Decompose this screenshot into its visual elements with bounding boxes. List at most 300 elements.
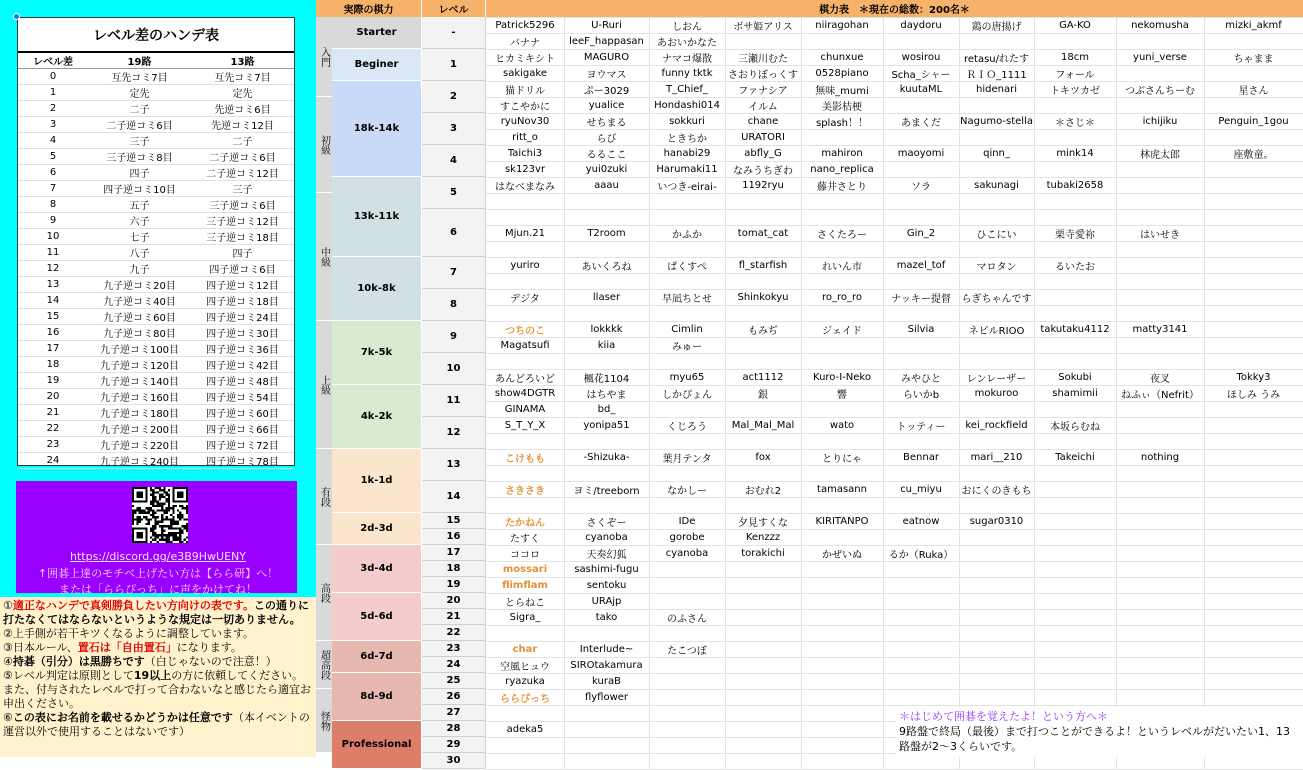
player-name-cell[interactable]: 夕見すくな (738, 517, 788, 529)
player-name-cell[interactable]: 早凪ちとせ (662, 293, 712, 305)
handicap-13ro-cell[interactable]: 三子 (191, 181, 294, 197)
player-name-cell[interactable]: yonipa51 (583, 419, 630, 431)
player-name-cell[interactable]: Shinkokyu (737, 291, 789, 303)
player-name-cell[interactable]: ひこにい (976, 229, 1017, 241)
level-diff-cell[interactable]: 1 (18, 85, 88, 101)
handicap-13ro-cell[interactable]: 二子 (191, 133, 294, 149)
level-diff-cell[interactable]: 13 (18, 277, 88, 293)
handicap-13ro-cell[interactable]: 定先 (191, 85, 294, 101)
player-name-cell[interactable]: tomat_cat (737, 227, 789, 239)
player-name-cell[interactable]: レンレーザー (966, 373, 1027, 385)
level-cell[interactable]: 23 (422, 641, 486, 657)
player-name-cell[interactable]: トッティー (896, 421, 946, 433)
player-name-cell[interactable]: Harumaki11 (656, 163, 718, 175)
handicap-13ro-cell[interactable]: 四子逆コミ30目 (191, 325, 294, 341)
level-cell[interactable]: 1 (422, 49, 486, 81)
player-name-cell[interactable]: あいくろね (581, 261, 632, 273)
player-name-cell[interactable]: sokkuri (669, 115, 705, 127)
level-cell[interactable]: 11 (422, 385, 486, 417)
player-name-cell[interactable]: はなべまなみ (495, 181, 555, 193)
handicap-13ro-cell[interactable]: 四子逆コミ48目 (191, 373, 294, 389)
level-diff-cell[interactable]: 19 (18, 373, 88, 389)
player-name-cell[interactable]: sentoku (586, 579, 627, 591)
player-name-cell[interactable]: matty3141 (1132, 323, 1188, 335)
player-name-cell[interactable]: SIROtakamura (570, 659, 643, 671)
player-name-cell[interactable]: はちやま (586, 389, 627, 401)
player-name-cell[interactable]: Penguin_1gou (1218, 115, 1289, 127)
player-name-cell[interactable]: イルム (748, 101, 778, 113)
player-name-cell[interactable]: aaau (594, 179, 619, 191)
player-name-cell[interactable]: 夜叉 (1150, 373, 1170, 385)
player-name-cell[interactable]: mari__210 (970, 451, 1023, 463)
handicap-19ro-cell[interactable]: 互先コミ7目 (88, 69, 191, 85)
handicap-13ro-cell[interactable]: 四子逆コミ78目 (191, 453, 294, 469)
player-name-cell[interactable]: URATORI (741, 131, 785, 143)
player-name-cell[interactable]: 猫ドリル (505, 85, 545, 97)
level-cell[interactable]: 29 (422, 737, 486, 753)
player-name-cell[interactable]: niiragohan (815, 19, 869, 31)
level-diff-cell[interactable]: 22 (18, 421, 88, 437)
player-name-cell[interactable]: mazel_tof (896, 259, 946, 271)
player-name-cell[interactable]: ココロ (510, 549, 540, 561)
player-name-cell[interactable]: ichijiku (1142, 115, 1178, 127)
handicap-13ro-cell[interactable]: 四子逆コミ24目 (191, 309, 294, 325)
player-name-cell[interactable]: みやひと (901, 373, 941, 385)
player-name-cell[interactable]: yui0zuki (585, 163, 628, 175)
player-name-cell[interactable]: しかぴょん (662, 389, 712, 401)
level-diff-cell[interactable]: 24 (18, 453, 88, 469)
handicap-13ro-cell[interactable]: 四子逆コミ66目 (191, 421, 294, 437)
player-name-cell[interactable]: すこやかに (500, 101, 550, 113)
player-name-cell[interactable]: Kenzzz (745, 531, 781, 543)
handicap-19ro-cell[interactable]: 六子 (88, 213, 191, 229)
player-name-cell[interactable]: leeF_happasan (569, 35, 644, 47)
level-cell[interactable]: 16 (422, 529, 486, 545)
player-name-cell[interactable]: 18cm (1061, 51, 1089, 63)
player-name-cell[interactable]: flimflam (502, 579, 548, 591)
level-diff-cell[interactable]: 6 (18, 165, 88, 181)
player-name-cell[interactable]: ファナシア (738, 85, 788, 97)
level-diff-cell[interactable]: 20 (18, 389, 88, 405)
player-name-cell[interactable]: 葉月テンタ (662, 453, 712, 465)
player-name-cell[interactable]: 楓花1104 (583, 373, 630, 385)
player-name-cell[interactable]: Bennar (903, 451, 939, 463)
player-name-cell[interactable]: nano_replica (810, 163, 874, 175)
handicap-13ro-cell[interactable]: 三子逆コミ18目 (191, 229, 294, 245)
player-name-cell[interactable]: chane (747, 115, 779, 127)
player-name-cell[interactable]: KIRITANPO (815, 515, 869, 527)
player-name-cell[interactable]: 座敷童。 (1233, 149, 1274, 161)
handicap-19ro-cell[interactable]: 三子 (88, 133, 191, 149)
strength-label[interactable]: 7k-5k (332, 321, 422, 385)
level-diff-cell[interactable]: 11 (18, 245, 88, 261)
player-name-cell[interactable]: Scha_シャー (891, 69, 951, 81)
player-name-cell[interactable]: たかねん (505, 517, 545, 529)
player-name-cell[interactable]: ナマコ爆散 (662, 53, 712, 65)
level-diff-cell[interactable]: 16 (18, 325, 88, 341)
handicap-19ro-cell[interactable]: 九子逆コミ240目 (88, 453, 191, 469)
player-name-cell[interactable]: fox (755, 451, 771, 463)
player-name-cell[interactable]: 響 (837, 389, 847, 401)
level-diff-cell[interactable]: 21 (18, 405, 88, 421)
player-name-cell[interactable]: Tokky3 (1236, 371, 1271, 383)
level-cell[interactable]: 24 (422, 657, 486, 673)
player-name-cell[interactable]: funny tktk (661, 67, 713, 79)
player-name-cell[interactable]: るいたお (1055, 261, 1095, 273)
header-table[interactable]: 棋力表 ＊現在の総数：200名＊ (486, 0, 1303, 17)
player-name-cell[interactable]: -Shizuka- (583, 451, 630, 463)
level-cell[interactable]: 18 (422, 561, 486, 577)
player-name-cell[interactable]: act1112 (742, 371, 784, 383)
player-name-cell[interactable]: cu_miyu (900, 483, 942, 495)
handicap-19ro-cell[interactable]: 二子 (88, 101, 191, 117)
level-diff-cell[interactable]: 9 (18, 213, 88, 229)
player-name-cell[interactable]: たこつぼ (667, 645, 707, 657)
player-name-cell[interactable]: つちのこ (505, 325, 545, 337)
player-name-cell[interactable]: Interlude~ (579, 643, 634, 655)
player-name-cell[interactable]: MAGURO (583, 51, 630, 63)
player-name-cell[interactable]: fl_starfish (738, 259, 788, 271)
level-cell[interactable]: 20 (422, 593, 486, 609)
player-name-cell[interactable]: ro_ro_ro (821, 291, 863, 303)
player-name-cell[interactable]: nekomusha (1131, 19, 1189, 31)
player-name-cell[interactable]: 星さん (1238, 85, 1269, 97)
player-name-cell[interactable]: とりにゃ (822, 453, 862, 465)
handicap-19ro-cell[interactable]: 九子逆コミ200目 (88, 421, 191, 437)
player-name-cell[interactable]: daydoru (900, 19, 942, 31)
player-name-cell[interactable]: myu65 (669, 371, 705, 383)
level-cell[interactable]: 17 (422, 545, 486, 561)
player-name-cell[interactable]: T2room (587, 227, 626, 239)
player-name-cell[interactable]: らいかb (902, 389, 940, 401)
player-name-cell[interactable]: さきさき (505, 485, 545, 497)
level-diff-cell[interactable]: 14 (18, 293, 88, 309)
player-name-cell[interactable]: かぜいぬ (822, 549, 862, 561)
player-name-cell[interactable]: mossari (502, 563, 548, 575)
header-19ro[interactable]: 19路 (88, 52, 191, 69)
player-name-cell[interactable]: トキツカゼ (1050, 85, 1100, 97)
level-diff-cell[interactable]: 2 (18, 101, 88, 117)
player-name-cell[interactable]: S_T_Y_X (504, 419, 546, 431)
player-name-cell[interactable]: GA-KO (1059, 19, 1091, 31)
handicap-13ro-cell[interactable]: 四子逆コミ42目 (191, 357, 294, 373)
player-name-cell[interactable]: デジタ (510, 293, 540, 305)
player-name-cell[interactable]: Nagumo-stella (960, 115, 1033, 127)
handicap-13ro-cell[interactable]: 三子逆コミ12目 (191, 213, 294, 229)
handicap-19ro-cell[interactable]: 七子 (88, 229, 191, 245)
player-name-cell[interactable]: eatnow (902, 515, 940, 527)
level-diff-cell[interactable]: 4 (18, 133, 88, 149)
player-name-cell[interactable]: せちまる (586, 117, 627, 129)
player-name-cell[interactable]: tako (595, 611, 618, 623)
player-name-cell[interactable]: sakunagi (974, 179, 1019, 191)
player-name-cell[interactable]: Mal_Mal_Mal (731, 419, 795, 431)
handicap-13ro-cell[interactable]: 先逆コミ12目 (191, 117, 294, 133)
player-name-cell[interactable]: T_Chief_ (666, 83, 708, 95)
selection-handle[interactable] (13, 13, 20, 20)
player-name-cell[interactable]: 0528piano (815, 67, 869, 79)
player-name-cell[interactable]: adeka5 (506, 723, 544, 735)
player-name-cell[interactable]: wosirou (901, 51, 941, 63)
player-name-cell[interactable]: U-Ruri (591, 19, 622, 31)
level-cell[interactable]: 8 (422, 289, 486, 321)
player-name-cell[interactable]: さくたろー (817, 229, 867, 241)
level-cell[interactable]: 9 (422, 321, 486, 353)
handicap-13ro-cell[interactable]: 四子 (191, 245, 294, 261)
handicap-13ro-cell[interactable]: 四子逆コミ72目 (191, 437, 294, 453)
handicap-13ro-cell[interactable]: 四子逆コミ18目 (191, 293, 294, 309)
level-diff-cell[interactable]: 5 (18, 149, 88, 165)
player-name-cell[interactable]: つぶさんちーむ (1125, 85, 1195, 97)
player-name-cell[interactable]: kiia (597, 339, 616, 351)
level-cell[interactable]: 26 (422, 689, 486, 705)
player-name-cell[interactable]: Mjun.21 (505, 227, 545, 239)
player-name-cell[interactable]: ヨミ/treeborn (573, 485, 640, 497)
player-name-cell[interactable]: ryazuka (505, 675, 545, 687)
player-name-cell[interactable]: らぎちゃんです (961, 293, 1032, 305)
level-cell[interactable]: 30 (422, 753, 486, 769)
player-name-cell[interactable]: Kuro-I-Neko (813, 371, 871, 383)
strength-label[interactable]: 10k-8k (332, 257, 422, 321)
player-name-cell[interactable]: flyflower (584, 691, 629, 703)
handicap-19ro-cell[interactable]: 九子逆コミ160目 (88, 389, 191, 405)
player-name-cell[interactable]: char (512, 643, 538, 655)
player-name-cell[interactable]: GINAMA (504, 403, 546, 415)
player-name-cell[interactable]: lokkkk (590, 323, 623, 335)
player-name-cell[interactable]: ねふぃ（Nefrit） (1121, 389, 1199, 401)
player-name-cell[interactable]: bd_ (597, 403, 616, 415)
header-level[interactable]: レベル (422, 0, 486, 17)
level-diff-cell[interactable]: 12 (18, 261, 88, 277)
player-name-cell[interactable]: 本坂らむね (1050, 421, 1100, 433)
player-name-cell[interactable]: ちゃまま (1233, 53, 1274, 65)
handicap-19ro-cell[interactable]: 定先 (88, 85, 191, 101)
player-name-cell[interactable]: 林虎太郎 (1140, 149, 1180, 161)
strength-label[interactable]: 13k-11k (332, 177, 422, 257)
player-name-cell[interactable]: nothing (1140, 451, 1180, 463)
player-name-cell[interactable]: sakigake (503, 67, 547, 79)
player-name-cell[interactable]: 藤井さとり (817, 181, 867, 193)
handicap-19ro-cell[interactable]: 九子逆コミ20目 (88, 277, 191, 293)
player-name-cell[interactable]: show4DGTR (494, 387, 556, 399)
header-13ro[interactable]: 13路 (191, 52, 294, 69)
player-name-cell[interactable]: Taichi3 (507, 147, 543, 159)
handicap-13ro-cell[interactable]: 互先コミ7目 (191, 69, 294, 85)
player-name-cell[interactable]: mink14 (1056, 147, 1094, 159)
player-name-cell[interactable]: mokuroo (974, 387, 1019, 399)
player-name-cell[interactable]: 空風ヒュウ (500, 661, 550, 673)
player-name-cell[interactable]: kuutaML (899, 83, 943, 95)
player-name-cell[interactable]: tubaki2658 (1046, 179, 1104, 191)
player-name-cell[interactable]: バナナ (510, 37, 540, 49)
header-level-diff[interactable]: レベル差 (18, 52, 88, 69)
player-name-cell[interactable]: あおいかなた (657, 37, 717, 49)
player-name-cell[interactable]: 鶏の唐揚げ (971, 21, 1022, 33)
header-strength[interactable]: 実際の棋力 (316, 0, 422, 17)
player-name-cell[interactable]: ヨウマス (586, 69, 627, 81)
handicap-19ro-cell[interactable]: 九子逆コミ120目 (88, 357, 191, 373)
level-diff-cell[interactable]: 23 (18, 437, 88, 453)
player-name-cell[interactable]: るるここ (586, 149, 627, 161)
player-name-cell[interactable]: あんどろいど (495, 373, 555, 385)
strength-label[interactable]: Beginer (332, 49, 422, 81)
player-name-cell[interactable]: sashimi-fugu (574, 563, 639, 575)
level-cell[interactable]: 12 (422, 417, 486, 449)
player-name-cell[interactable]: 三瀬川むた (738, 53, 788, 65)
player-name-cell[interactable]: cyanoba (665, 547, 709, 559)
handicap-19ro-cell[interactable]: 九子逆コミ220目 (88, 437, 191, 453)
player-name-cell[interactable]: れいん市 (822, 261, 862, 273)
player-name-cell[interactable]: ryuNov30 (500, 115, 550, 127)
level-diff-cell[interactable]: 18 (18, 357, 88, 373)
player-name-cell[interactable]: yuriro (510, 259, 540, 271)
level-cell[interactable]: 3 (422, 113, 486, 145)
handicap-19ro-cell[interactable]: 八子 (88, 245, 191, 261)
player-name-cell[interactable]: Takeichi (1055, 451, 1095, 463)
player-name-cell[interactable]: abfly_G (744, 147, 782, 159)
handicap-19ro-cell[interactable]: 九子逆コミ100目 (88, 341, 191, 357)
player-name-cell[interactable]: wato (829, 419, 855, 431)
player-name-cell[interactable]: ヒカミキシト (495, 53, 555, 65)
level-diff-cell[interactable]: 8 (18, 197, 88, 213)
player-name-cell[interactable]: ritt_o (512, 131, 538, 143)
player-name-cell[interactable]: qinn_ (983, 147, 1010, 159)
level-cell[interactable]: 2 (422, 81, 486, 113)
player-name-cell[interactable]: はいせき (1140, 229, 1180, 241)
level-cell[interactable]: 15 (422, 513, 486, 529)
player-name-cell[interactable]: IDe (678, 515, 696, 527)
player-name-cell[interactable]: URAjp (591, 595, 622, 607)
player-name-cell[interactable]: ぱくすぺ (667, 261, 707, 273)
handicap-19ro-cell[interactable]: 九子逆コミ140目 (88, 373, 191, 389)
player-name-cell[interactable]: ＊さじ＊ (1055, 117, 1095, 129)
player-name-cell[interactable]: Cimlin (671, 323, 703, 335)
player-name-cell[interactable]: 美影桔梗 (822, 101, 862, 113)
player-name-cell[interactable]: くじろう (667, 421, 707, 433)
player-name-cell[interactable]: mizki_akmf (1225, 19, 1282, 31)
strength-label[interactable]: 6d-7d (332, 641, 422, 673)
player-name-cell[interactable]: らび (596, 133, 617, 145)
handicap-19ro-cell[interactable]: 九子逆コミ40目 (88, 293, 191, 309)
player-name-cell[interactable]: shamimii (1052, 387, 1098, 399)
player-name-cell[interactable]: みゅー (672, 341, 702, 353)
player-name-cell[interactable]: るか（Ruka） (888, 549, 954, 561)
player-name-cell[interactable]: yuni_verse (1133, 51, 1187, 63)
player-name-cell[interactable]: Hondashi014 (654, 99, 720, 111)
level-cell[interactable]: 19 (422, 577, 486, 593)
player-name-cell[interactable]: ソラ (911, 181, 931, 193)
level-cell[interactable]: 13 (422, 449, 486, 481)
player-name-cell[interactable]: あまくだ (901, 117, 941, 129)
handicap-13ro-cell[interactable]: 先逆コミ6目 (191, 101, 294, 117)
handicap-13ro-cell[interactable]: 二子逆コミ12目 (191, 165, 294, 181)
player-name-cell[interactable]: Sokubi (1058, 371, 1092, 383)
handicap-19ro-cell[interactable]: 四子逆コミ10目 (88, 181, 191, 197)
player-name-cell[interactable]: ぷー3029 (583, 85, 630, 97)
player-name-cell[interactable]: gorobe (669, 531, 705, 543)
player-name-cell[interactable]: mahiron (821, 147, 863, 159)
discord-link[interactable]: https://discord.gg/e3B9HwUENY (70, 550, 246, 563)
strength-label[interactable]: 1k-1d (332, 449, 422, 513)
handicap-13ro-cell[interactable]: 四子逆コミ6目 (191, 261, 294, 277)
level-diff-cell[interactable]: 10 (18, 229, 88, 245)
player-name-cell[interactable]: 1192ryu (742, 179, 784, 191)
player-name-cell[interactable]: Patrick5296 (495, 19, 555, 31)
handicap-19ro-cell[interactable]: 九子逆コミ60目 (88, 309, 191, 325)
strength-label[interactable]: 2d-3d (332, 513, 422, 545)
player-name-cell[interactable]: マロタン (976, 261, 1017, 273)
player-name-cell[interactable]: sugar0310 (969, 515, 1024, 527)
handicap-19ro-cell[interactable]: 四子 (88, 165, 191, 181)
level-cell[interactable]: 7 (422, 257, 486, 289)
strength-label[interactable]: Starter (332, 17, 422, 49)
player-name-cell[interactable]: フォール (1055, 69, 1095, 81)
player-name-cell[interactable]: ららぴっち (500, 693, 550, 705)
player-name-cell[interactable]: さくぞー (586, 517, 627, 529)
player-name-cell[interactable]: ナッキー提督 (891, 293, 951, 305)
player-name-cell[interactable]: いつき-eirai- (657, 181, 717, 193)
handicap-13ro-cell[interactable]: 三子逆コミ6目 (191, 197, 294, 213)
handicap-19ro-cell[interactable]: 九子逆コミ180目 (88, 405, 191, 421)
player-name-cell[interactable]: splash！！ (815, 117, 868, 129)
strength-label[interactable]: 8d-9d (332, 673, 422, 721)
level-diff-cell[interactable]: 0 (18, 69, 88, 85)
player-name-cell[interactable]: Magatsufi (500, 339, 550, 351)
player-name-cell[interactable]: hanabi29 (663, 147, 711, 159)
player-name-cell[interactable]: ほしみ うみ (1226, 389, 1281, 401)
player-name-cell[interactable]: ときちか (667, 133, 707, 145)
handicap-13ro-cell[interactable]: 四子逆コミ54目 (191, 389, 294, 405)
player-name-cell[interactable]: maoyomi (897, 147, 945, 159)
player-name-cell[interactable]: 天奏幻狐 (586, 549, 627, 561)
handicap-13ro-cell[interactable]: 四子逆コミ60目 (191, 405, 294, 421)
handicap-13ro-cell[interactable]: 四子逆コミ36目 (191, 341, 294, 357)
level-cell[interactable]: 5 (422, 177, 486, 209)
level-cell[interactable]: 27 (422, 705, 486, 721)
player-name-cell[interactable]: とらねこ (505, 597, 545, 609)
level-cell[interactable]: 28 (422, 721, 486, 737)
player-name-cell[interactable]: takutaku4112 (1040, 323, 1110, 335)
player-name-cell[interactable]: 栗寺愛祢 (1055, 229, 1095, 241)
player-name-cell[interactable]: おむれ2 (744, 485, 782, 497)
player-name-cell[interactable]: さおりぼっくす (728, 69, 798, 81)
level-cell[interactable]: - (422, 17, 486, 49)
level-diff-cell[interactable]: 3 (18, 117, 88, 133)
handicap-19ro-cell[interactable]: 五子 (88, 197, 191, 213)
player-name-cell[interactable]: こけもも (505, 453, 545, 465)
player-name-cell[interactable]: ジェイド (822, 325, 862, 337)
player-name-cell[interactable]: yualice (588, 99, 625, 111)
player-name-cell[interactable]: sk123vr (504, 163, 546, 175)
handicap-13ro-cell[interactable]: 四子逆コミ12目 (191, 277, 294, 293)
level-cell[interactable]: 25 (422, 673, 486, 689)
level-diff-cell[interactable]: 17 (18, 341, 88, 357)
level-cell[interactable]: 10 (422, 353, 486, 385)
player-name-cell[interactable]: hidenari (976, 83, 1017, 95)
handicap-19ro-cell[interactable]: 三子逆コミ8目 (88, 149, 191, 165)
strength-label[interactable]: 5d-6d (332, 593, 422, 641)
level-cell[interactable]: 6 (422, 209, 486, 257)
strength-label[interactable]: 4k-2k (332, 385, 422, 449)
handicap-13ro-cell[interactable]: 二子逆コミ6目 (191, 149, 294, 165)
player-name-cell[interactable]: 無味_mumi (815, 85, 869, 97)
strength-label[interactable]: 18k-14k (332, 81, 422, 177)
player-name-cell[interactable]: ボサ姫アリス (733, 21, 793, 33)
player-name-cell[interactable]: Silvia (907, 323, 935, 335)
handicap-19ro-cell[interactable]: 二子逆コミ6目 (88, 117, 191, 133)
player-name-cell[interactable]: chunxue (820, 51, 864, 63)
player-name-cell[interactable]: のふさん (667, 613, 707, 625)
